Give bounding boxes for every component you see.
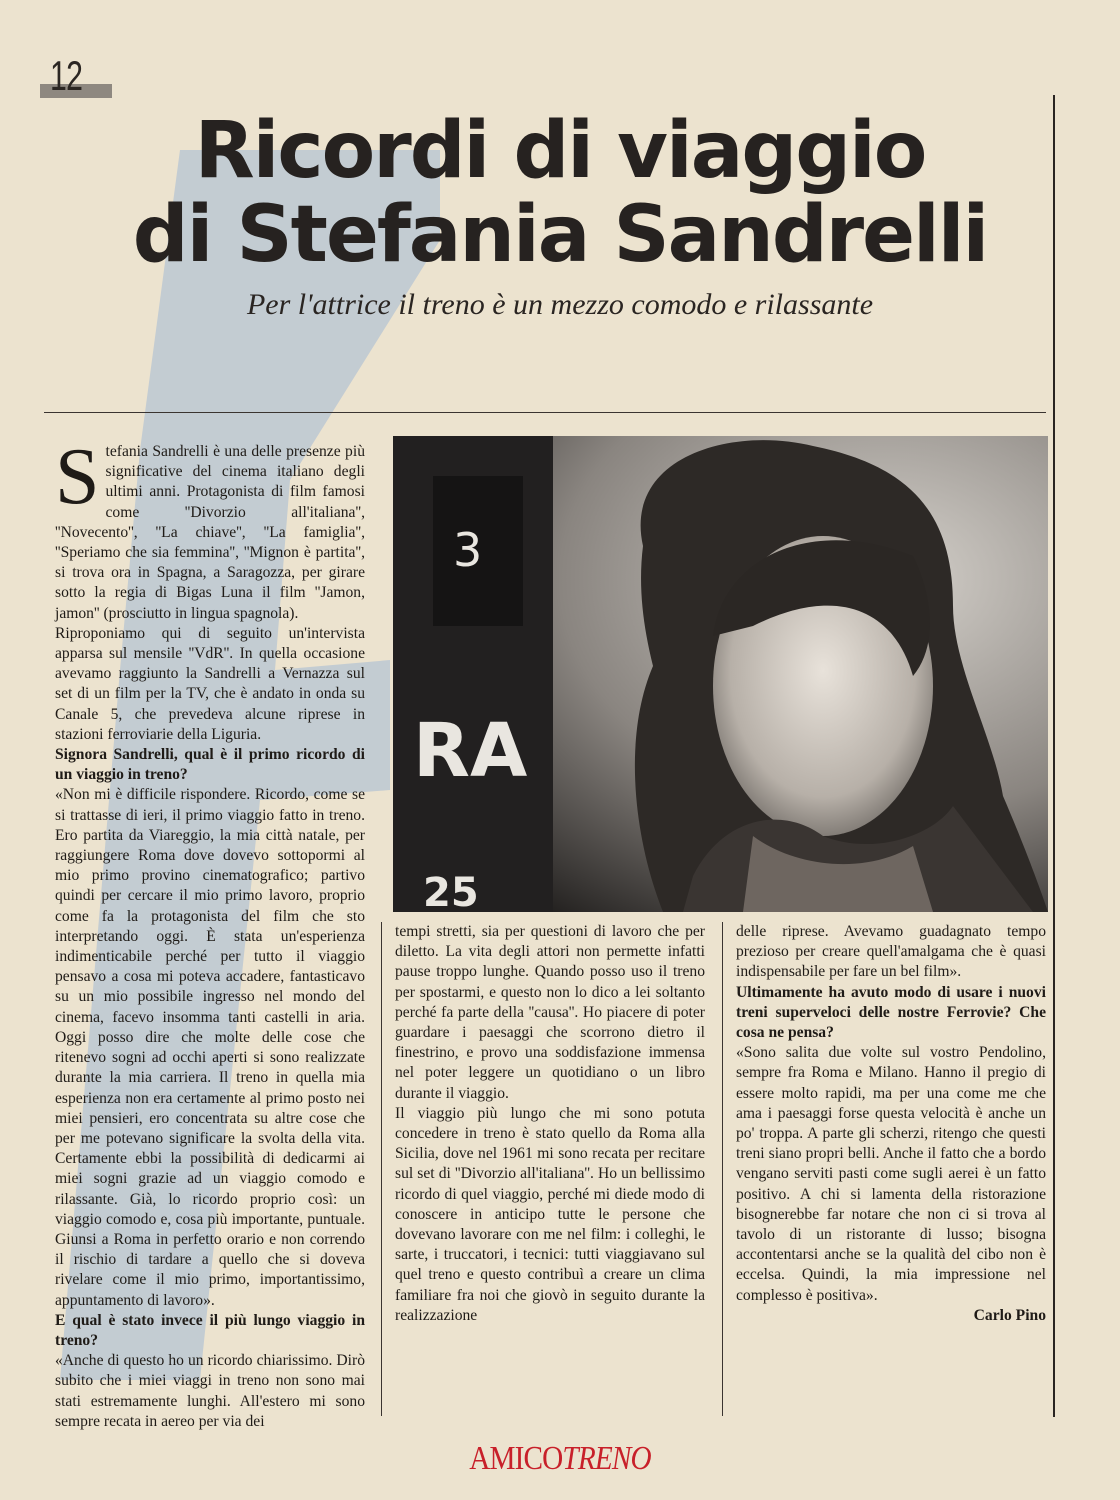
answer-2-part-2: tempi stretti, sia per questioni di lavoro che per diletto. La vita degli attori non permette infatti pause troppo lunghe. Quando posso uso il treno per spostarmi, e questo non lo dico a lei soltanto perché fa parte della ''causa''. Ho piacere di poter guardare i paesaggi che scorrono dietro il finestrino, e provo una soddisfazione immensa nel poter leggere un quotidiano o un libro durante il viaggio. [395, 923, 705, 1102]
article-column-1 [55, 433, 365, 1432]
intro-text: tefania Sandrelli è una delle presenze più significative del cinema italiano degli ultimi anni. Protagonista di film famosi come ''Divorzio all'italiana'', ''Novecento'', ''La chiave'', ''La famiglia'', ''Speriamo che sia femmina'', ''Mignon è partita'', si trova ora in Spagna, a Saragozza, per girare sotto la regia di Bigas Luna il film ''Jamon, jamon'' (prosciutto in lingua spagnola). [55, 443, 365, 622]
author-byline: Carlo Pino [973, 1306, 1046, 1324]
portrait-photo [393, 436, 1048, 912]
sign-number: 25 [423, 870, 479, 912]
drop-cap: S [55, 433, 100, 521]
headline-line-1: Ricordi di viaggio [194, 106, 926, 196]
footer-brand [78, 1440, 1041, 1478]
subtitle: Per l'attrice il treno è un mezzo comodo e rilassante [246, 288, 874, 321]
intro-paragraph-2: Riproponiamo qui di seguito un'intervista apparsa sul mensile ''VdR''. In quella occasione avevamo raggiunto la Sandrelli a Vernazza sul set di un film per la TV, che è andato in onda su Canale 5, che prevedeva alcune riprese in stazioni ferroviarie della Liguria. [55, 624, 365, 743]
question-3: Ultimamente ha avuto modo di usare i nuovi treni superveloci delle nostre Ferrovie? Che cosa ne pensa? [736, 983, 1046, 1042]
article-column-3 [736, 922, 1046, 1326]
portrait-photo-drawing [393, 436, 1048, 912]
sign-digit: 3 [453, 523, 483, 577]
question-2: E qual è stato invece il più lungo viaggio in treno? [55, 1311, 365, 1349]
answer-2-part-4: delle riprese. Avevamo guadagnato tempo prezioso per creare quell'amalgama che è quasi indispensabile per fare un bel film». [736, 923, 1046, 981]
page-number: 12 [50, 52, 83, 99]
headline-line-2: di Stefania Sandrelli [132, 190, 988, 280]
column-divider-1 [381, 922, 382, 1416]
answer-2-part-1: «Anche di questo ho un ricordo chiarissimo. Dirò subito che i miei viaggi in treno non sono mai stati estremamente lunghi. All'estero mi sono sempre recata in aereo per via dei [55, 1352, 365, 1430]
column-divider-2 [722, 922, 723, 1416]
header-divider [44, 412, 1046, 413]
question-1: Signora Sandrelli, qual è il primo ricordo di un viaggio in treno? [55, 746, 365, 784]
article-column-2 [395, 922, 705, 1326]
answer-2-part-3: Il viaggio più lungo che mi sono potuta concedere in treno è stato quello da Roma alla Sicilia, dove nel 1961 mi sono recata per recitare sul set di ''Divorzio all'italiana''. Ho un bellissimo ricordo di quel viaggio, perché mi diede modo di conoscere in anticipo tutte le persone che dovevano lavorare con me nel film: i colleghi, le sarte, i truccatori, i tecnici: tutti viaggiavano sul quel treno e questo contribuì a creare un clima familiare fra noi che giovò in seguito durante la realizzazione [395, 1104, 705, 1324]
answer-1: «Non mi è difficile rispondere. Ricordo, come se si trattasse di ieri, il primo viaggio fatto in treno. Ero partita da Viareggio, la mia città natale, per raggiungere Roma dove dovevo sottopormi al mio primo provino cinematografico; partivo quindi per cercare il mio primo lavoro, proprio come fa la protagonista del film che sto interpretando oggi. È stata un'esperienza indimenticabile perché per tutto il viaggio pensavo a cosa mi poteva accadere, fantasticavo su un mio possibile ingresso nel mondo del cinema, facevo insomma tanti castelli in aria. Oggi posso dire che molte delle cose che ritenevo sogni ad occhi aperti si sono realizzate durante la mia carriera. Il treno in quella mia esperienza non era certamente al primo posto nei miei pensieri, ero concentrata su altre cose che per me potevano significare la svolta della vita. Certamente ebbi la possibilità di dedicarmi ai miei sogni grazie ad un viaggio comodo e rilassante. Già, lo ricordo proprio così: un viaggio comodo e, cosa più importante, puntuale. Giunsi a Roma in perfetto orario e non correndo il rischio di tardare a quello che si doveva rivelare come il mio primo, importantissimo, appuntamento di lavoro». [55, 786, 365, 1309]
footer-brand-a: AMICO [469, 1440, 563, 1477]
intro-paragraph [55, 433, 365, 624]
answer-3: «Sono salita due volte sul vostro Pendolino, sempre fra Roma e Milano. Hanno il pregio di essere molto rapidi, ma per una come me che ama i paesaggi forse questa velocità è anche un po' troppa. A parte gli scherzi, ritengo che questi treni siano propri belli. Anche il fatto che a bordo vengano serviti pasti come sugli aerei è un fatto positivo. A chi si lamenta della ristorazione bisognerebbe far notare che non ci si trova al tavolo di un ristorante di lusso; bisogna accontentarsi anche se la qualità del cibo non è eccelsa. Quindi, la mia impressione nel complesso è positiva». [736, 1044, 1046, 1304]
sign-letters: RA [413, 708, 528, 794]
footer-brand-b: TRENO [562, 1440, 651, 1477]
